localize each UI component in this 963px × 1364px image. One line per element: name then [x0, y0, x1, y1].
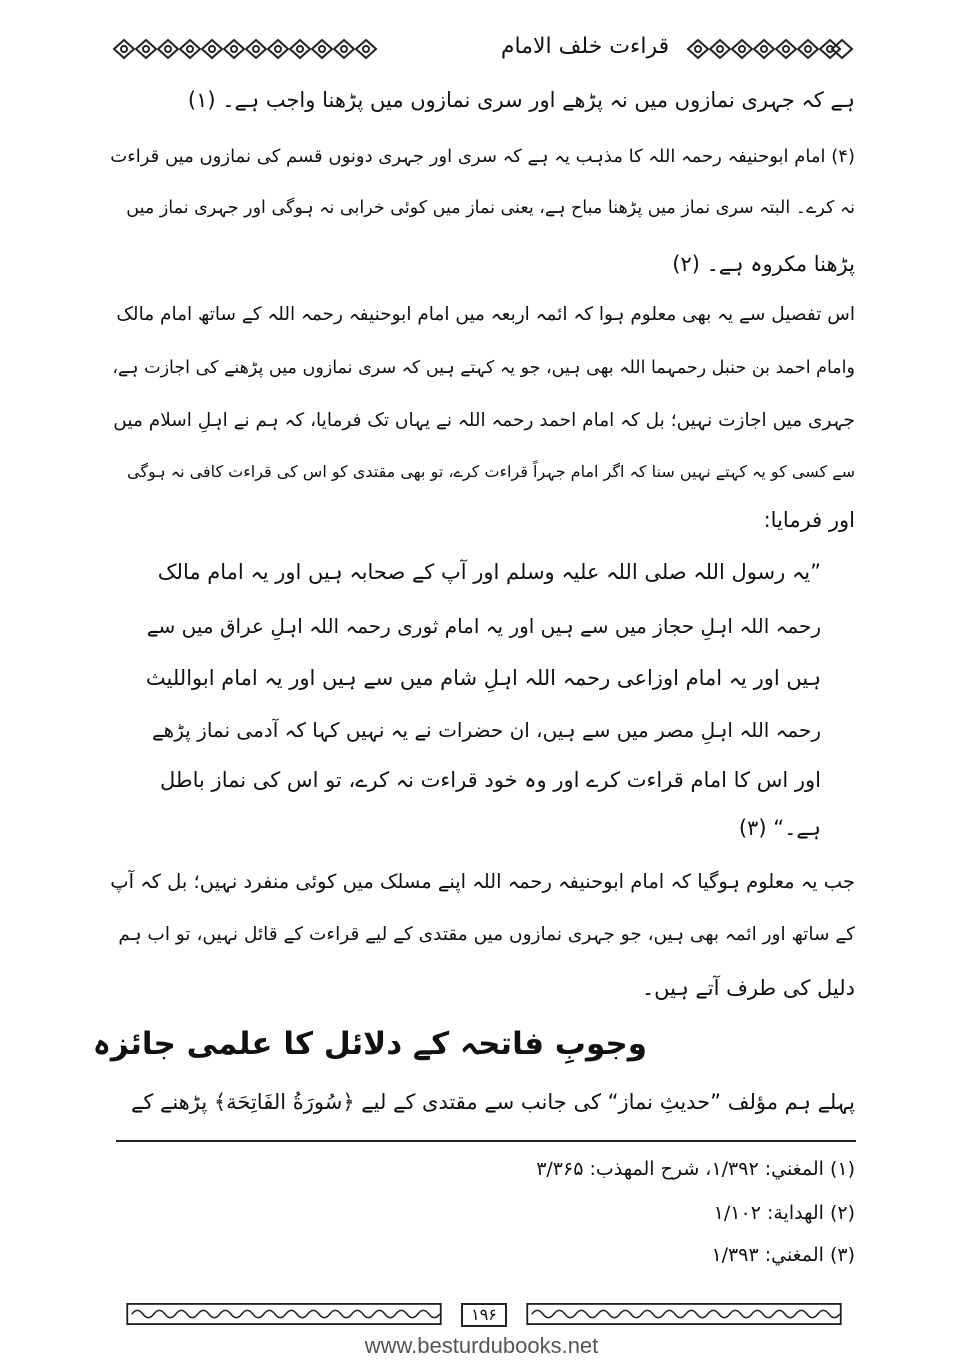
footnote: (۲) الهداية: ۱/۱۰۲ [713, 1202, 855, 1224]
text-line: کے ساتھ اور ائمہ بھی ہیں، جو جہری نمازوں میں مقتدی کے لیے قراءت کے قائل نہیں، تو اب ہم [118, 924, 855, 945]
text-line: (۴) امام ابوحنیفہ رحمہ اللہ کا مذہب یہ ہے کہ سری اور جہری دونوں قسم کی نمازوں میں قراءت [110, 146, 855, 167]
text-line: ہے کہ جہری نمازوں میں نہ پڑھے اور سری نمازوں میں پڑھنا واجب ہے۔ (۱) [187, 88, 855, 112]
text-line: دلیل کی طرف آتے ہیں۔ [641, 976, 855, 1000]
footer-ornament-right [512, 1303, 856, 1325]
header-ornament-right [686, 38, 856, 60]
page-number: ۱۹۶ [461, 1303, 507, 1327]
footer-ornament-left [112, 1303, 456, 1325]
footnote: (۱) المغني: ۱/۳۹۲، شرح المهذب: ۳/۳۶۵ [536, 1158, 855, 1180]
page-footer [112, 1303, 856, 1329]
text-line: جہری میں اجازت نہیں؛ بل کہ امام احمد رحمہ اللہ نے یہاں تک فرمایا، کہ ہم نے اہلِ اسلام میں [113, 410, 855, 431]
text-line: وامام احمد بن حنبل رحمہما اللہ بھی ہیں، جو یہ کہتے ہیں کہ سری نمازوں میں پڑھنے کی اجازت ہے، [112, 358, 855, 378]
header-ornament-left [112, 38, 380, 60]
section-heading: وجوبِ فاتحہ کے دلائل کا علمی جائزہ [92, 1026, 647, 1062]
footnote: (۳) المغني: ۱/۳۹۳ [711, 1244, 855, 1266]
website-watermark: www.besturdubooks.net [364, 1333, 599, 1358]
quote-line: رحمہ اللہ اہلِ حجاز میں سے ہیں اور یہ امام ثوری رحمہ اللہ اہلِ عراق میں سے [146, 614, 821, 638]
text-line: جب یہ معلوم ہوگیا کہ امام ابوحنیفہ رحمہ اللہ اپنے مسلک میں کوئی منفرد نہیں؛ بل کہ آپ [110, 870, 855, 893]
quote-line: اور اس کا امام قراءت کرے اور وہ خود قراءت نہ کرے، تو اس کی نماز باطل [160, 768, 821, 792]
text-line: پڑھنا مکروہ ہے۔ (۲) [672, 252, 855, 276]
text-line: نہ کرے۔ البتہ سری نماز میں پڑھنا مباح ہے، یعنی نماز میں کوئی خرابی نہ ہوگی اور جہری نماز میں [126, 198, 855, 218]
quote-line: ہے۔“ (۳) [738, 816, 821, 840]
footnote-divider [116, 1140, 856, 1142]
quote-line: ہیں اور یہ امام اوزاعی رحمہ اللہ اہلِ شام میں سے ہیں اور یہ امام ابوالليث [145, 666, 821, 690]
quote-line: رحمہ اللہ اہلِ مصر میں سے ہیں، ان حضرات نے یہ نہیں کہا کہ آدمی نماز پڑھے [151, 718, 821, 742]
text-line: اس تفصیل سے یہ بھی معلوم ہوا کہ ائمہ اربعہ میں امام ابوحنیفہ رحمہ اللہ کے ساتھ امام مالک [116, 304, 855, 325]
page-header [112, 30, 856, 68]
text-line: سے کسی کو یہ کہتے نہیں سنا کہ اگر امام جہراً قراءت کرے، تو بھی مقتدی کو اس کی قراءت کافی نہ ہوگی [127, 462, 855, 481]
text-line: پہلے ہم مؤلف ”حدیثِ نماز“ کی جانب سے مقتدی کے لیے ﴿سُورَةُ الفَاتِحَة﴾ پڑھنے کے [131, 1090, 855, 1114]
running-header-title: قراءت خلف الامام [500, 34, 670, 59]
text-line: اور فرمایا: [763, 508, 855, 532]
quote-line: ”یہ رسول اللہ صلی اللہ علیہ وسلم اور آپ کے صحابہ ہیں اور یہ امام مالک [157, 560, 821, 584]
